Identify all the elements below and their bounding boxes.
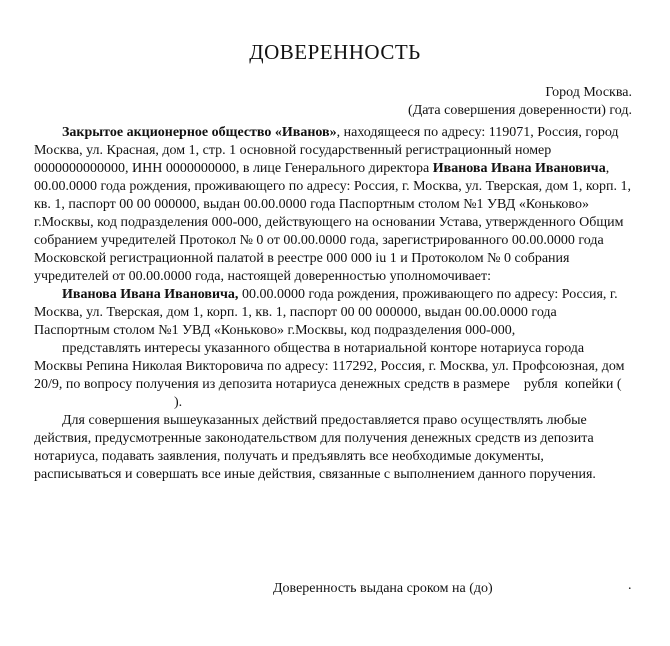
principal-text-1: , находящееся по адресу: 119071, Россия, город Москва, ул. Красная, дом 1, стр. 1 основной государственный регистрационный номер 0000000000000, ИНН 0000000000, в лице Генерального директора xyxy=(34,125,619,176)
authority-text: представлять интересы указанного общества в нотариальной конторе нотариуса города Москвы Репина Николая Викторовича по адресу: 117292, Россия, г. Москва, ул. Профсоюзная, дом 20/9, по вопросу получения из депозита нотариуса денежных средств в размере xyxy=(34,341,625,392)
end-mark: . xyxy=(628,578,632,593)
validity-term-line: Доверенность выдана сроком на (до) xyxy=(273,581,493,596)
agent-text: 00.00.0000 года рождения, проживающего по адресу: Россия, г. Москва, ул. Тверская, дом 1, корп. 1, кв. 1, паспорт 00 00 000000, выдан 00.00.0000 года Паспортным столом №1 УВД «Коньково» г.Москвы, код подразделения 000-000, xyxy=(34,287,618,338)
date-line: (Дата совершения доверенности) год. xyxy=(408,103,632,118)
document-title: ДОВЕРЕННОСТЬ xyxy=(249,40,421,64)
authority-paragraph xyxy=(34,340,634,412)
document-body xyxy=(34,124,634,484)
principal-text-2: , 00.00.0000 года рождения, проживающего по адресу: Россия, г. Москва, ул. Тверская, дом 1, корп. 1, кв. 1, паспорт 00 00 000000, выдан 00.00.0000 года Паспортным столом №1 УВД «Коньково» г.Москвы, код подразделения 000-000, действующего на основании Устава, утвержденного Общим собранием учредителей Протокол № 0 от 00.00.0000 года, зарегистрированного 00.00.0000 года Московской регистрационной палатой в реестре 000 000 iu 1 и Протоколом № 0 собрания учредителей от 00.00.0000 года, настоящей доверенностью уполномочивает: xyxy=(34,161,631,284)
principal-paragraph xyxy=(34,124,634,286)
company-name: Закрытое акционерное общество «Иванов» xyxy=(62,125,337,140)
powers-paragraph: Для совершения вышеуказанных действий предоставляется право осуществлять любые действия, предусмотренные законодательством для получения денежных средств из депозита нотариуса, подавать заявления, получать и предъявлять все необходимые документы, расписываться и совершать все иные действия, связанные с выполнением данного поручения. xyxy=(34,413,596,482)
agent-name: Иванова Ивана Ивановича, xyxy=(62,287,239,302)
rubles-label: рубля xyxy=(523,377,558,392)
kopecks-label: копейки ( xyxy=(564,377,622,392)
director-name: Иванова Ивана Ивановича xyxy=(432,161,606,176)
closing-paren: ). xyxy=(174,395,183,410)
city-line: Город Москва. xyxy=(545,85,632,100)
agent-paragraph xyxy=(34,286,634,340)
